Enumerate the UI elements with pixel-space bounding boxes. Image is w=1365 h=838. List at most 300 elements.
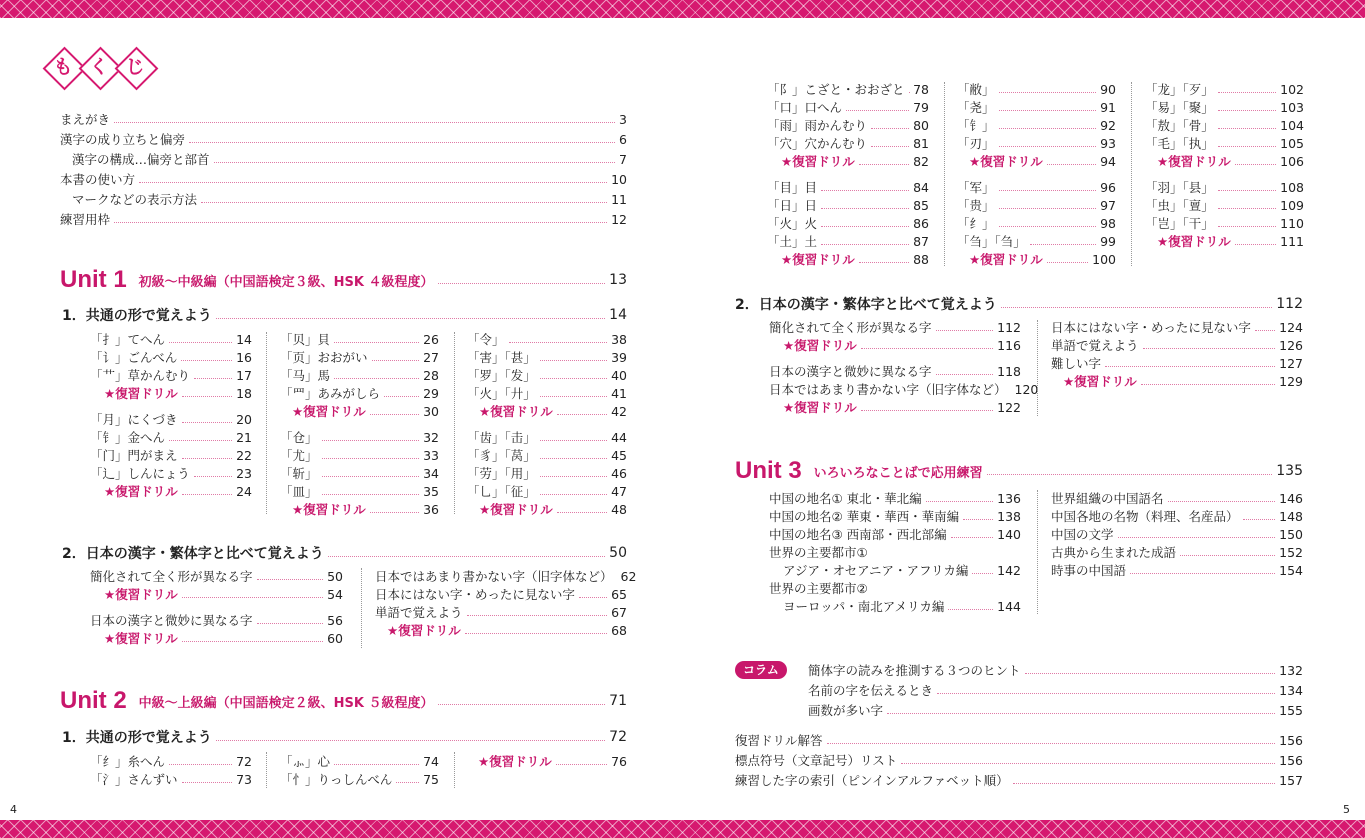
leader-dots: [1130, 573, 1275, 574]
toc-entry[interactable]: [769, 489, 1021, 507]
toc-entry[interactable]: [783, 561, 1021, 579]
leader-dots: [214, 162, 616, 163]
unit-heading[interactable]: [735, 456, 1303, 486]
toc-entry[interactable]: [280, 464, 439, 482]
toc-entry[interactable]: [90, 611, 343, 629]
leader-dots: [1047, 262, 1088, 263]
toc-entry[interactable]: [769, 579, 1021, 597]
entry-label: 日本の漢字と微妙に異なる字: [769, 364, 932, 379]
entry-label: 「乚」「征」: [467, 484, 536, 499]
toc-entry[interactable]: [1051, 354, 1303, 372]
toc-entry[interactable]: [467, 482, 627, 500]
entry-label: 「纟」: [957, 216, 995, 231]
leader-dots: [557, 512, 607, 513]
toc-entry[interactable]: [1051, 489, 1303, 507]
toc-entry[interactable]: [735, 751, 1303, 769]
toc-entry[interactable]: [769, 507, 1021, 525]
entry-page: 17: [236, 367, 252, 383]
toc-entry[interactable]: [1145, 178, 1304, 196]
column-divider: [1037, 490, 1038, 614]
toc-entry[interactable]: [783, 336, 1021, 354]
toc-entry[interactable]: [90, 366, 252, 384]
entry-label: 日本の漢字と微妙に異なる字: [90, 613, 253, 628]
toc-entry[interactable]: [1157, 152, 1304, 170]
top-decorative-band: [0, 0, 1365, 18]
toc-entry[interactable]: [957, 116, 1116, 134]
toc-entry[interactable]: [1051, 507, 1303, 525]
entry-page: 30: [423, 403, 439, 419]
leader-dots: [1143, 348, 1276, 349]
entry-label: ★復習ドリル: [781, 154, 855, 169]
leader-dots: [334, 378, 419, 379]
leader-dots: [438, 283, 606, 284]
toc-entry[interactable]: [467, 330, 627, 348]
leader-dots: [821, 208, 909, 209]
entry-page: 150: [1279, 526, 1303, 542]
toc-entry[interactable]: [1145, 196, 1304, 214]
entry-label: 日本ではあまり書かない字（旧字体など）: [375, 569, 613, 584]
entry-label: 世界の主要都市②: [769, 581, 868, 596]
entry-page: 32: [423, 429, 439, 445]
leader-dots: [861, 410, 993, 411]
entry-page: 62: [620, 568, 637, 584]
entry-label: 「火」火: [767, 216, 818, 231]
entry-label: 「讠」ごんべん: [90, 350, 178, 365]
toc-entry[interactable]: [767, 98, 929, 116]
toc-entry[interactable]: [280, 446, 439, 464]
entry-page: 126: [1279, 337, 1303, 353]
leader-dots: [1243, 519, 1276, 520]
toc-entry[interactable]: [375, 585, 627, 603]
entry-label: 名前の字を伝えるとき: [808, 683, 934, 698]
toc-entry[interactable]: [467, 428, 627, 446]
column-divider: [1037, 320, 1038, 416]
entry-page: 28: [423, 367, 439, 383]
leader-dots: [1105, 366, 1275, 367]
entry-label: 復習ドリル解答: [735, 733, 823, 748]
unit-heading[interactable]: [60, 265, 627, 295]
entry-page: 94: [1100, 153, 1116, 169]
toc-entry[interactable]: [1051, 543, 1303, 561]
leader-dots: [322, 494, 420, 495]
leader-dots: [937, 693, 1275, 694]
toc-entry[interactable]: [969, 250, 1116, 268]
leader-dots: [182, 458, 233, 459]
toc-entry[interactable]: [280, 482, 439, 500]
toc-entry[interactable]: [90, 567, 343, 585]
toc-entry[interactable]: [957, 178, 1116, 196]
entry-page: 72: [236, 753, 252, 769]
toc-entry[interactable]: [767, 178, 929, 196]
entry-page: 7: [619, 151, 627, 167]
toc-entry[interactable]: [90, 348, 252, 366]
toc-entry[interactable]: [90, 330, 252, 348]
toc-entry[interactable]: [478, 752, 627, 770]
leader-dots: [216, 740, 605, 741]
entry-label: まえがき: [60, 112, 111, 127]
toc-entry[interactable]: [783, 597, 1021, 615]
toc-entry[interactable]: [769, 543, 1021, 561]
toc-entry[interactable]: [90, 410, 252, 428]
toc-entry[interactable]: [769, 525, 1021, 543]
entry-page: 86: [913, 215, 929, 231]
leader-dots: [1218, 92, 1276, 93]
toc-entry[interactable]: [280, 770, 439, 788]
toc-entry[interactable]: [957, 98, 1116, 116]
leader-dots: [540, 476, 607, 477]
leader-dots: [859, 262, 909, 263]
entry-label: 中国各地の名物（料理、名産品）: [1051, 509, 1239, 524]
entry-page: 105: [1280, 135, 1304, 151]
leader-dots: [999, 110, 1097, 111]
leader-dots: [821, 244, 909, 245]
entry-label: 「刍」「刍」: [957, 234, 1026, 249]
entry-label: 本書の使い方: [60, 172, 136, 187]
entry-page: 97: [1100, 197, 1116, 213]
toc-entry[interactable]: [957, 80, 1116, 98]
entry-page: 26: [423, 331, 439, 347]
leader-dots: [396, 782, 419, 783]
toc-entry[interactable]: [280, 330, 439, 348]
entry-label: 簡化されて全く形が異なる字: [769, 320, 932, 335]
toc-entry[interactable]: [808, 681, 1303, 699]
toc-entry[interactable]: [1051, 561, 1303, 579]
entry-label: 2．日本の漢字・繁体字と比べて覚えよう: [62, 546, 324, 562]
leader-dots: [1030, 244, 1096, 245]
entry-label: 「马」馬: [280, 368, 331, 383]
column-divider: [944, 82, 945, 266]
leader-dots: [1218, 208, 1276, 209]
entry-label: 「钅」: [957, 118, 995, 133]
toc-entry[interactable]: [1145, 214, 1304, 232]
toc-entry[interactable]: [90, 464, 252, 482]
toc-entry[interactable]: [467, 464, 627, 482]
toc-entry[interactable]: [292, 402, 439, 420]
leader-dots: [194, 476, 232, 477]
toc-entry[interactable]: [72, 150, 627, 168]
leader-dots: [257, 579, 324, 580]
entry-label: 「易」「聚」: [1145, 100, 1214, 115]
toc-entry[interactable]: [292, 500, 439, 518]
entry-label: 「口」口へん: [767, 100, 843, 115]
toc-entry[interactable]: [1051, 336, 1303, 354]
toc-entry[interactable]: [1145, 134, 1304, 152]
toc-entry[interactable]: [104, 629, 343, 647]
entry-label: 「钅」金へん: [90, 430, 166, 445]
entry-label: 「尤」: [280, 448, 318, 463]
entry-page: 85: [913, 197, 929, 213]
toc-entry[interactable]: [957, 214, 1116, 232]
leader-dots: [1180, 555, 1275, 556]
entry-page: 23: [236, 465, 252, 481]
leader-dots: [579, 597, 607, 598]
leader-dots: [999, 146, 1097, 147]
entry-label: 日本にはない字・めったに見ない字: [1051, 320, 1251, 335]
leader-dots: [556, 764, 607, 765]
toc-entry[interactable]: [735, 731, 1303, 749]
column-divider: [361, 568, 362, 648]
entry-page: 65: [611, 586, 627, 602]
leader-dots: [1047, 164, 1096, 165]
page-number-left: 4: [10, 803, 17, 816]
entry-label: 「刃」: [957, 136, 995, 151]
leader-dots: [1001, 307, 1273, 308]
entry-page: 157: [1279, 772, 1303, 788]
entry-page: 36: [423, 501, 439, 517]
leader-dots: [465, 633, 607, 634]
entry-label: 「艹」草かんむり: [90, 368, 191, 383]
entry-page: 34: [423, 465, 439, 481]
toc-entry[interactable]: [62, 304, 627, 326]
entry-page: 71: [609, 693, 627, 709]
unit-subtitle: 初級～中級編（中国語検定３級、HSK ４級程度）: [138, 274, 434, 290]
leader-dots: [936, 330, 994, 331]
entry-label: 「尧」: [957, 100, 995, 115]
leader-dots: [114, 122, 615, 123]
toc-entry[interactable]: [280, 348, 439, 366]
entry-label: 練習用枠: [60, 212, 111, 227]
toc-entry[interactable]: [1157, 232, 1304, 250]
toc-entry[interactable]: [1051, 318, 1303, 336]
unit-number: Unit 3: [735, 457, 802, 484]
toc-entry[interactable]: [387, 621, 627, 639]
toc-entry[interactable]: [90, 770, 252, 788]
entry-label: 「敝」: [957, 82, 995, 97]
entry-page: 102: [1280, 81, 1304, 97]
toc-entry[interactable]: [72, 190, 627, 208]
leader-dots: [1218, 226, 1276, 227]
entry-label: ★復習ドリル: [104, 631, 178, 646]
entry-page: 129: [1279, 373, 1303, 389]
page-number-right: 5: [1343, 803, 1350, 816]
entry-page: 154: [1279, 562, 1303, 578]
toc-entry[interactable]: [808, 701, 1303, 719]
entry-page: 84: [913, 179, 929, 195]
entry-label: 1．共通の形で覚えよう: [62, 730, 212, 746]
entry-label: 中国の文学: [1051, 527, 1114, 542]
toc-entry[interactable]: [104, 384, 252, 402]
toc-entry[interactable]: [1145, 80, 1304, 98]
toc-entry[interactable]: [1063, 372, 1303, 390]
entry-label: 「虫」「亶」: [1145, 198, 1214, 213]
leader-dots: [334, 764, 419, 765]
toc-entry[interactable]: [467, 446, 627, 464]
leader-dots: [540, 494, 607, 495]
leader-dots: [936, 374, 994, 375]
toc-entry[interactable]: [60, 170, 627, 188]
entry-page: 14: [236, 331, 252, 347]
entry-page: 38: [611, 331, 627, 347]
toc-entry[interactable]: [104, 585, 343, 603]
entry-label: ★復習ドリル: [1063, 374, 1137, 389]
entry-page: 78: [913, 81, 929, 97]
toc-entry[interactable]: [375, 603, 627, 621]
column-divider: [454, 332, 455, 514]
entry-label: 「⺗」心: [280, 754, 331, 769]
entry-label: 単語で覚えよう: [375, 605, 463, 620]
entry-page: 110: [1280, 215, 1304, 231]
toc-entry[interactable]: [767, 116, 929, 134]
toc-entry[interactable]: [957, 134, 1116, 152]
toc-entry[interactable]: [467, 366, 627, 384]
entry-label: 「辶」しんにょう: [90, 466, 190, 481]
entry-page: 120: [1014, 381, 1039, 397]
entry-page: 88: [913, 251, 929, 267]
title-char: く: [89, 56, 109, 78]
entry-page: 146: [1279, 490, 1303, 506]
toc-entry[interactable]: [767, 80, 929, 98]
toc-entry[interactable]: [1145, 98, 1304, 116]
entry-page: 29: [423, 385, 439, 401]
entry-label: ★復習ドリル: [781, 252, 855, 267]
entry-page: 10: [611, 171, 627, 187]
entry-label: アジア・オセアニア・アフリカ編: [783, 563, 969, 578]
toc-entry[interactable]: [781, 250, 929, 268]
entry-label: 「月」にくづき: [90, 412, 178, 427]
toc-entry[interactable]: [1051, 525, 1303, 543]
leader-dots: [859, 164, 909, 165]
entry-page: 99: [1100, 233, 1116, 249]
toc-entry[interactable]: [60, 210, 627, 228]
entry-label: 「齿」「击」: [467, 430, 536, 445]
toc-entry[interactable]: [280, 428, 439, 446]
entry-label: 漢字の構成…偏旁と部首: [72, 152, 210, 167]
entry-label: ★復習ドリル: [969, 154, 1043, 169]
entry-label: 「阝」こざと・おおざと: [767, 82, 905, 97]
entry-label: 「皿」: [280, 484, 318, 499]
entry-page: 118: [997, 363, 1021, 379]
entry-page: 21: [236, 429, 252, 445]
entry-page: 6: [619, 131, 627, 147]
toc-entry[interactable]: [60, 130, 627, 148]
entry-page: 152: [1279, 544, 1303, 560]
leader-dots: [821, 190, 909, 191]
entry-label: 「氵」さんずい: [90, 772, 178, 787]
entry-label: ★復習ドリル: [479, 502, 553, 517]
entry-page: 96: [1100, 179, 1116, 195]
entry-page: 134: [1279, 682, 1303, 698]
toc-entry[interactable]: [769, 318, 1021, 336]
toc-entry[interactable]: [280, 366, 439, 384]
toc-entry[interactable]: [90, 428, 252, 446]
leader-dots: [169, 764, 232, 765]
toc-entry[interactable]: [479, 500, 627, 518]
toc-entry[interactable]: [767, 134, 929, 152]
leader-dots: [194, 378, 232, 379]
entry-label: 「斩」: [280, 466, 318, 481]
entry-label: 古典から生まれた成語: [1051, 545, 1177, 560]
leader-dots: [1255, 330, 1275, 331]
toc-entry[interactable]: [90, 446, 252, 464]
toc-entry[interactable]: [1145, 116, 1304, 134]
entry-page: 142: [997, 562, 1021, 578]
entry-label: 「仓」: [280, 430, 318, 445]
leader-dots: [540, 396, 607, 397]
entry-label: 中国の地名③ 西南部・西北部編: [769, 527, 947, 542]
leader-dots: [909, 92, 910, 93]
leader-dots: [901, 763, 1275, 764]
entry-label: 「纟」糸へん: [90, 754, 166, 769]
toc-entry[interactable]: [969, 152, 1116, 170]
entry-page: 68: [611, 622, 627, 638]
toc-entry[interactable]: [808, 661, 1303, 679]
toc-entry[interactable]: [735, 293, 1303, 315]
toc-entry[interactable]: [735, 771, 1303, 789]
toc-entry[interactable]: [280, 384, 439, 402]
entry-page: 11: [611, 191, 627, 207]
entry-label: ★復習ドリル: [292, 502, 366, 517]
leader-dots: [1218, 110, 1276, 111]
toc-entry[interactable]: [781, 152, 929, 170]
leader-dots: [509, 342, 608, 343]
entry-label: 「军」: [957, 180, 995, 195]
entry-label: ★復習ドリル: [104, 484, 178, 499]
entry-label: 難しい字: [1051, 356, 1102, 371]
title-char: じ: [125, 56, 145, 78]
leader-dots: [999, 128, 1097, 129]
entry-page: 16: [236, 349, 252, 365]
toc-entry[interactable]: [104, 482, 252, 500]
entry-page: 155: [1279, 702, 1303, 718]
toc-entry[interactable]: [90, 752, 252, 770]
entry-label: 「忄」りっしんべん: [280, 772, 393, 787]
toc-entry[interactable]: [479, 402, 627, 420]
toc-entry[interactable]: [60, 110, 627, 128]
toc-entry[interactable]: [769, 362, 1021, 380]
entry-label: 「目」目: [767, 180, 818, 195]
leader-dots: [1141, 384, 1275, 385]
entry-page: 122: [997, 399, 1021, 415]
leader-dots: [182, 597, 323, 598]
leader-dots: [182, 782, 233, 783]
leader-dots: [1235, 164, 1276, 165]
entry-label: ★復習ドリル: [387, 623, 461, 638]
unit-subtitle: いろいろなことばで応用練習: [813, 465, 983, 481]
entry-page: 91: [1100, 99, 1116, 115]
leader-dots: [372, 360, 420, 361]
entry-page: 90: [1100, 81, 1116, 97]
entry-label: 「敖」「骨」: [1145, 118, 1214, 133]
toc-entry[interactable]: [62, 542, 627, 564]
toc-entry[interactable]: [467, 348, 627, 366]
leader-dots: [139, 182, 607, 183]
leader-dots: [926, 501, 993, 502]
leader-dots: [384, 396, 419, 397]
column-badge: コラム: [735, 661, 787, 679]
entry-label: 「令」: [467, 332, 505, 347]
title-char: も: [53, 56, 73, 78]
toc-entry[interactable]: [769, 380, 1039, 398]
leader-dots: [963, 519, 993, 520]
toc-entry[interactable]: [62, 726, 627, 748]
toc-entry[interactable]: [767, 196, 929, 214]
toc-entry[interactable]: [957, 196, 1116, 214]
toc-entry[interactable]: [375, 567, 637, 585]
toc-entry[interactable]: [957, 232, 1116, 250]
leader-dots: [1218, 190, 1276, 191]
toc-entry[interactable]: [467, 384, 627, 402]
unit-heading[interactable]: [60, 686, 627, 716]
toc-entry[interactable]: [767, 232, 929, 250]
toc-entry[interactable]: [767, 214, 929, 232]
toc-entry[interactable]: [280, 752, 439, 770]
entry-label: マークなどの表示方法: [72, 192, 198, 207]
entry-page: 82: [913, 153, 929, 169]
toc-entry[interactable]: [783, 398, 1021, 416]
leader-dots: [871, 146, 909, 147]
entry-page: 109: [1280, 197, 1304, 213]
entry-page: 14: [609, 307, 627, 323]
